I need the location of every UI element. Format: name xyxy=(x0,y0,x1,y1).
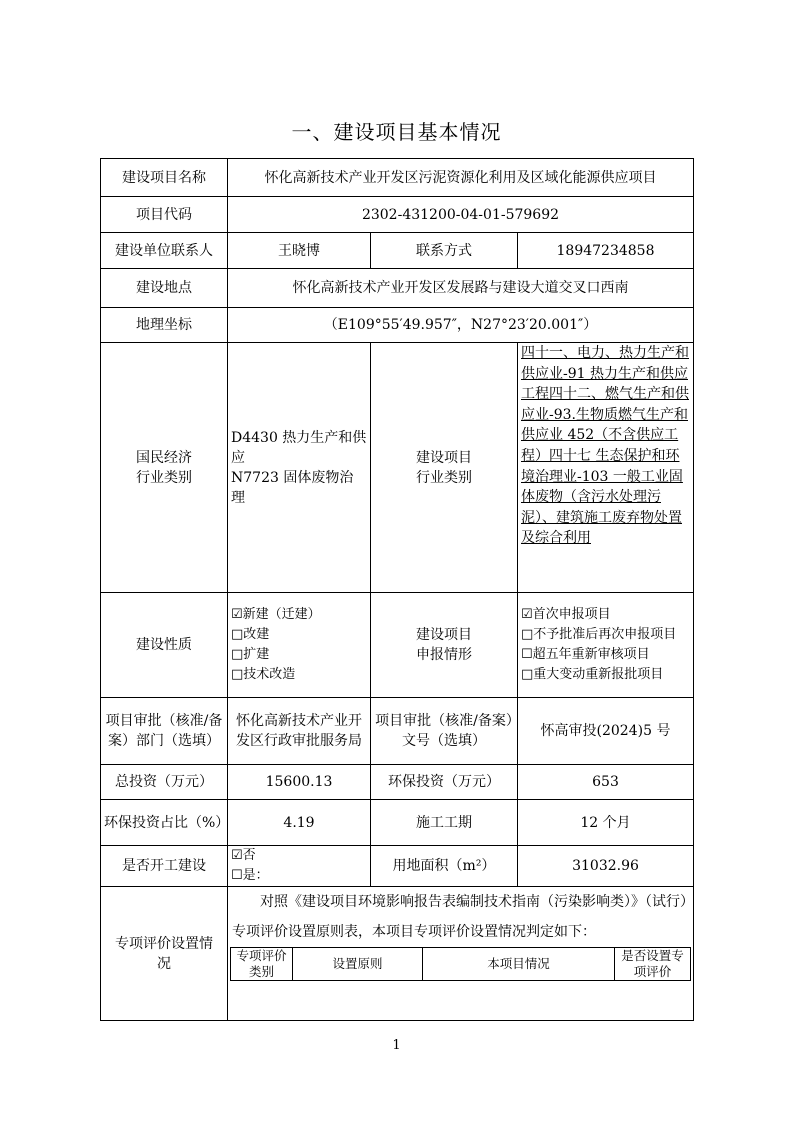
report-option-resubmit: □不予批准后再次申报项目 xyxy=(521,627,677,642)
project-industry-label xyxy=(371,343,518,593)
project-code-value: 2302-431200-04-01-579692 xyxy=(228,197,694,233)
industry-label-line1: 国民经济 xyxy=(136,449,192,466)
table-row xyxy=(101,698,694,765)
table-row xyxy=(101,308,694,343)
area-value: 31032.96 xyxy=(518,846,694,887)
project-name-label: 建设项目名称 xyxy=(101,159,228,197)
nature-option-new: ☑新建（迁建） xyxy=(231,607,321,622)
subtable-header-principle: 设置原则 xyxy=(293,948,423,981)
subtable-header-category: 专项评价类别 xyxy=(231,948,293,981)
table-row xyxy=(101,233,694,269)
nature-label: 建设性质 xyxy=(101,593,228,698)
report-option-five-years: ☐超五年重新审核项目 xyxy=(521,647,650,662)
period-label: 施工工期 xyxy=(371,800,518,846)
national-industry-line1: D4430 热力生产和供应 xyxy=(231,429,367,466)
project-industry-value: 四十一、电力、热力生产和供应业-91 热力生产和供应工程四十二、燃气生产和供应业-93.生物质燃气生产和供应业 452（不含供应工程）四十七 生态保护和环境治理业-103 一般工业固体废物（含污水处理污泥）、建筑施工废弃物处置及综合利用 xyxy=(518,343,694,593)
industry-label xyxy=(101,343,228,593)
project-info-table xyxy=(100,158,694,1021)
special-eval-content xyxy=(228,887,694,1021)
subtable-header-situation: 本项目情况 xyxy=(423,948,615,981)
contact-label: 建设单位联系人 xyxy=(101,233,228,269)
national-industry-line2: N7723 固体废物治理 xyxy=(231,469,354,506)
phone-label: 联系方式 xyxy=(371,233,518,269)
report-option-first: ☑首次申报项目 xyxy=(521,607,611,622)
page-title: 一、建设项目基本情况 xyxy=(291,120,502,144)
industry-label-line2: 行业类别 xyxy=(136,469,192,486)
special-eval-text: 对照《建设项目环境影响报告表编制技术指南（污染影响类）》（试行）专项评价设置原则表，本项目专项评价设置情况判定如下： xyxy=(232,894,687,940)
location-label: 建设地点 xyxy=(101,269,228,308)
investment-label: 总投资（万元） xyxy=(101,765,228,800)
table-row xyxy=(101,197,694,233)
project-industry-label-line2: 行业类别 xyxy=(416,469,472,486)
project-industry-label-line1: 建设项目 xyxy=(416,449,472,466)
report-option-major-change: □重大变动重新报批项目 xyxy=(521,667,664,682)
nature-option-expand: □扩建 xyxy=(231,647,270,662)
ratio-value: 4.19 xyxy=(228,800,371,846)
approval-doc-value: 怀高审投(2024)5 号 xyxy=(518,698,694,765)
investment-value: 15600.13 xyxy=(228,765,371,800)
table-row xyxy=(101,269,694,308)
contact-value: 王晓博 xyxy=(228,233,371,269)
approval-dept-value: 怀化高新技术产业开发区行政审批服务局 xyxy=(228,698,371,765)
report-label-line1: 建设项目 xyxy=(416,627,472,643)
started-option-yes: ☐是： xyxy=(231,868,269,883)
period-value: 12 个月 xyxy=(518,800,694,846)
env-investment-label: 环保投资（万元） xyxy=(371,765,518,800)
table-row xyxy=(101,593,694,698)
phone-value: 18947234858 xyxy=(518,233,694,269)
report-label-line2: 申报情形 xyxy=(416,647,472,663)
area-label: 用地面积（m²） xyxy=(371,846,518,887)
started-option-no: ☑否 xyxy=(231,848,256,863)
started-label: 是否开工建设 xyxy=(101,846,228,887)
national-industry-value xyxy=(228,343,371,593)
table-row xyxy=(101,343,694,593)
approval-dept-label: 项目审批（核准/备案）部门（选填） xyxy=(101,698,228,765)
nature-option-tech: □技术改造 xyxy=(231,667,296,682)
started-options xyxy=(228,846,371,887)
subtable-header-set: 是否设置专项评价 xyxy=(615,948,691,981)
table-row xyxy=(101,887,694,1021)
env-investment-value: 653 xyxy=(518,765,694,800)
nature-options xyxy=(228,593,371,698)
table-row xyxy=(101,800,694,846)
location-value: 怀化高新技术产业开发区发展路与建设大道交叉口西南 xyxy=(228,269,694,308)
coords-value: （E109°55′49.957″，N27°23′20.001″） xyxy=(228,308,694,343)
special-eval-subtable xyxy=(230,947,691,981)
table-row xyxy=(101,765,694,800)
project-code-label: 项目代码 xyxy=(101,197,228,233)
report-options xyxy=(518,593,694,698)
nature-option-rebuild: □改建 xyxy=(231,627,270,642)
table-row xyxy=(101,159,694,197)
project-name-value: 怀化高新技术产业开发区污泥资源化利用及区域化能源供应项目 xyxy=(228,159,694,197)
page-number: 1 xyxy=(392,1038,401,1053)
table-row xyxy=(101,846,694,887)
ratio-label: 环保投资占比（%） xyxy=(101,800,228,846)
approval-doc-label: 项目审批（核准/备案）文号（选填） xyxy=(371,698,518,765)
table-row xyxy=(231,948,691,981)
special-eval-label: 专项评价设置情况 xyxy=(101,887,228,1021)
report-label xyxy=(371,593,518,698)
coords-label: 地理坐标 xyxy=(101,308,228,343)
